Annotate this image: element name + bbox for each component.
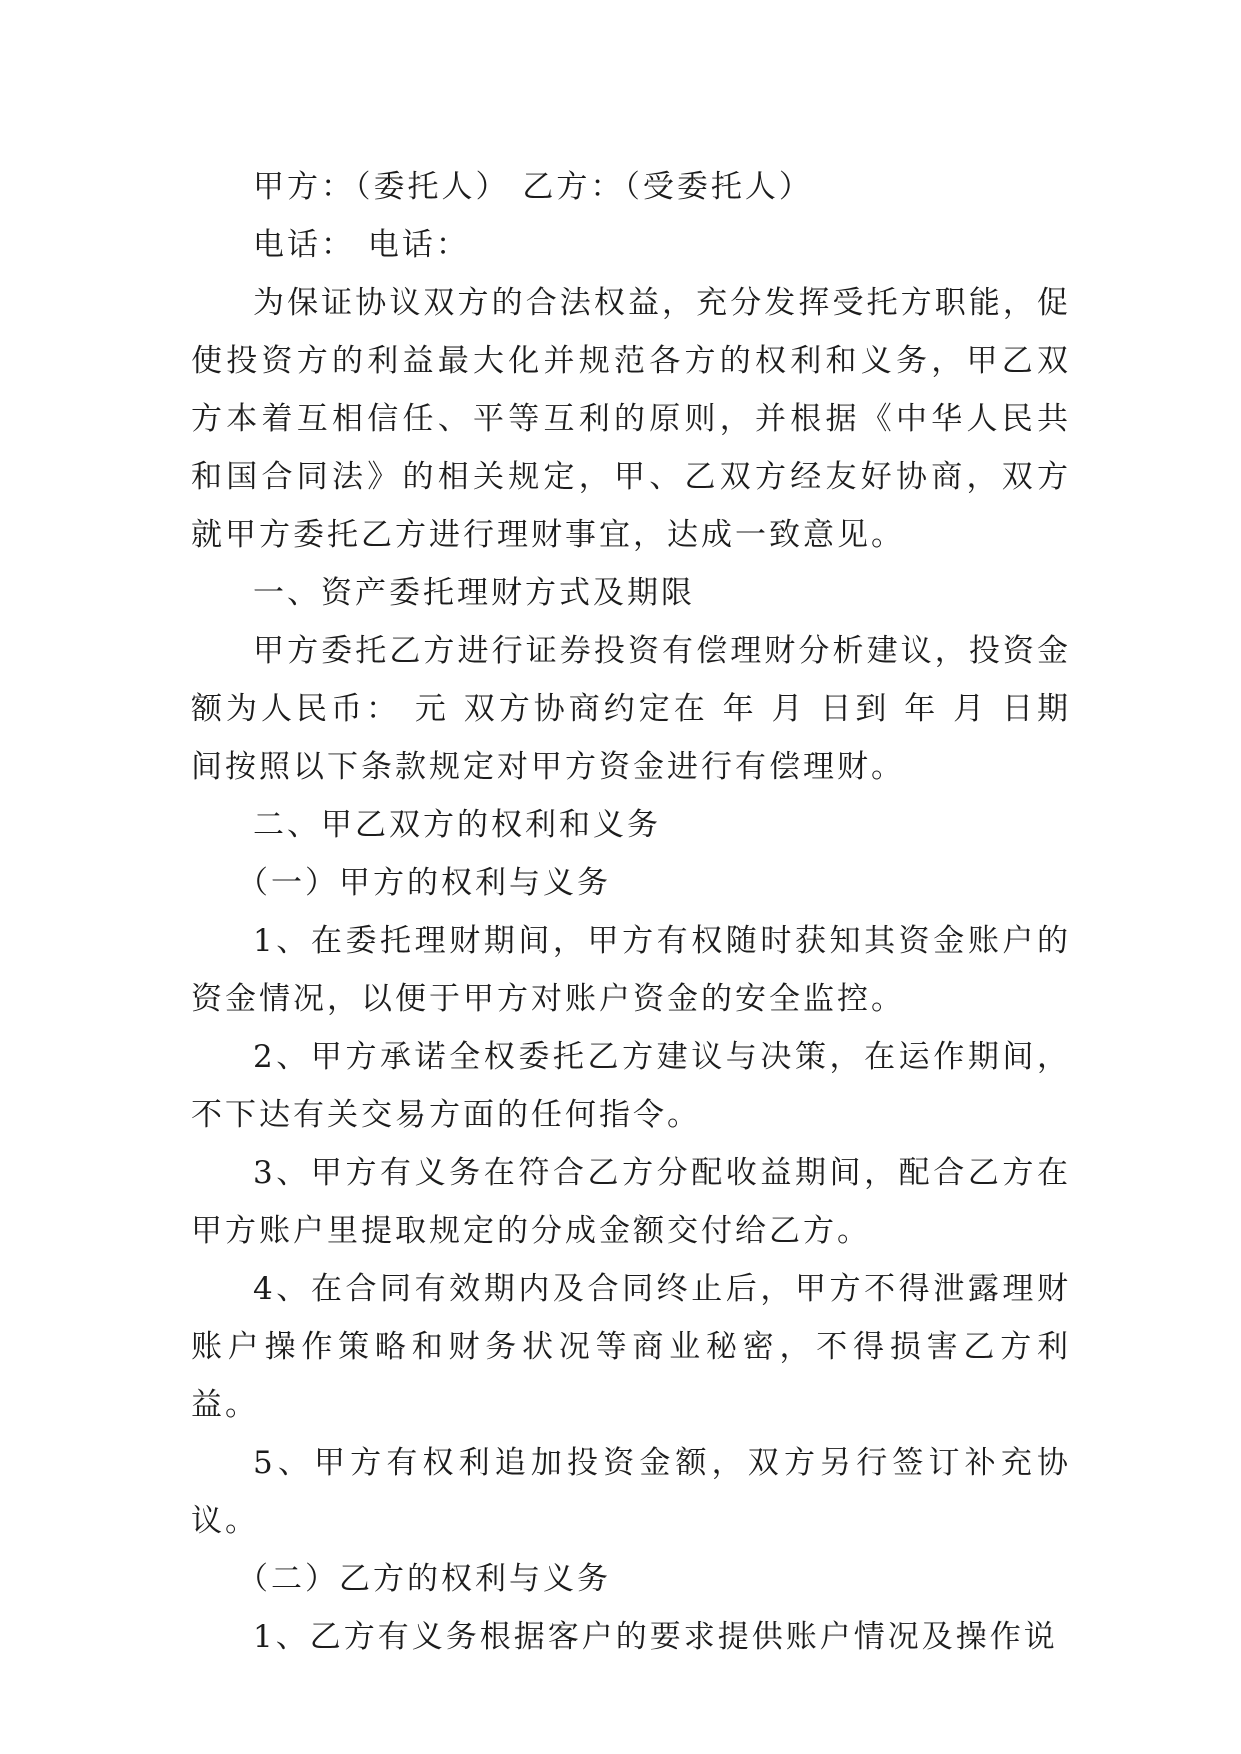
a-item-1: 1、在委托理财期间，甲方有权随时获知其资金账户的资金情况，以便于甲方对账户资金的安全监控。 [191, 923, 1071, 1017]
phone-line: 电话： 电话： [253, 227, 470, 263]
preamble-paragraph: 为保证协议双方的合法权益，充分发挥受托方职能，促使投资方的利益最大化并规范各方的权利和义务，甲乙双方本着互相信任、平等互利的原则，并根据《中华人民共和国合同法》的相关规定，甲、乙双方经友好协商，双方就甲方委托乙方进行理财事宜，达成一致意见。 [191, 285, 1071, 553]
contract-body [191, 158, 1071, 1666]
section-2-title: 二、甲乙双方的权利和义务 [253, 807, 661, 843]
a-item-2: 2、甲方承诺全权委托乙方建议与决策，在运作期间，不下达有关交易方面的任何指令。 [191, 1039, 1071, 1133]
a-item-5: 5、甲方有权利追加投资金额，双方另行签订补充协议。 [191, 1445, 1071, 1539]
subsection-b-title: （二）乙方的权利与义务 [237, 1561, 611, 1597]
a-item-3: 3、甲方有义务在符合乙方分配收益期间，配合乙方在甲方账户里提取规定的分成金额交付给乙方。 [191, 1155, 1071, 1249]
section-1-title: 一、资产委托理财方式及期限 [253, 575, 695, 611]
party-line: 甲方：（委托人） 乙方：（受委托人） [253, 169, 813, 205]
a-item-4: 4、在合同有效期内及合同终止后，甲方不得泄露理财账户操作策略和财务状况等商业秘密，不得损害乙方利益。 [191, 1271, 1071, 1423]
b-item-1: 1、乙方有义务根据客户的要求提供账户情况及操作说 [253, 1619, 1058, 1655]
section-1-body: 甲方委托乙方进行证券投资有偿理财分析建议，投资金额为人民币： 元 双方协商约定在 年 月 日到 年 月 日期间按照以下条款规定对甲方资金进行有偿理财。 [191, 633, 1071, 785]
subsection-a-title: （一）甲方的权利与义务 [237, 865, 611, 901]
